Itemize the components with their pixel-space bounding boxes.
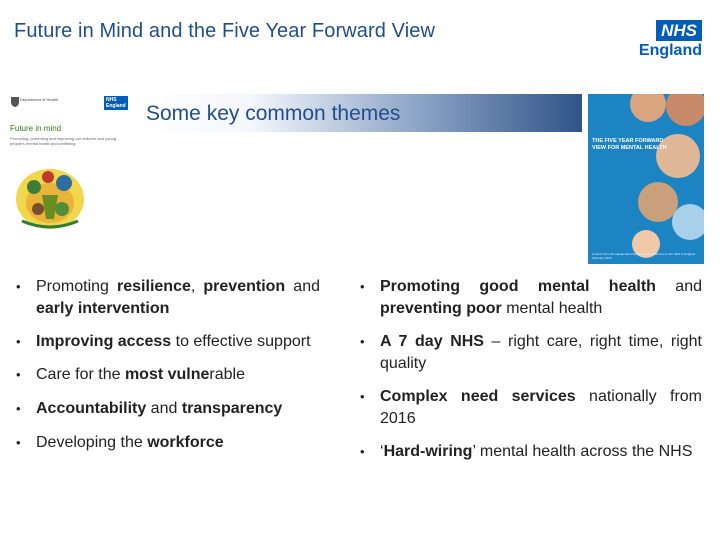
theme-emphasis: preventing poor bbox=[380, 300, 502, 317]
theme-text: Developing the bbox=[36, 434, 148, 451]
theme-item bbox=[358, 276, 702, 320]
theme-emphasis: resilience bbox=[117, 278, 191, 295]
cover-right-footer: A report from the independent Mental Health Taskforce to the NHS in England February 2016 bbox=[592, 252, 696, 260]
cover-subtitle: Promoting, protecting and improving our children and young people's mental health and wellbeing bbox=[10, 136, 117, 146]
theme-text: and bbox=[285, 278, 320, 295]
crest-icon bbox=[10, 96, 20, 108]
future-in-mind-cover bbox=[8, 96, 126, 232]
theme-text: Care for the bbox=[36, 366, 125, 383]
theme-item bbox=[14, 276, 320, 320]
theme-text: and bbox=[655, 278, 702, 295]
theme-item bbox=[14, 432, 320, 454]
theme-text: , bbox=[190, 278, 204, 295]
future-in-mind-themes bbox=[14, 276, 320, 454]
theme-text: and bbox=[146, 400, 182, 417]
cover-department: Department of Health bbox=[20, 97, 59, 102]
theme-emphasis: Improving access bbox=[36, 333, 172, 350]
theme-text: nationally from 2016 bbox=[380, 388, 702, 427]
theme-emphasis: prevention bbox=[203, 278, 286, 295]
theme-emphasis: early intervention bbox=[36, 300, 170, 317]
theme-item bbox=[14, 331, 320, 353]
theme-text: ‘ bbox=[380, 443, 384, 460]
theme-emphasis: Hard-wiring bbox=[383, 443, 473, 460]
children-drawing-illustration bbox=[12, 159, 88, 231]
theme-item bbox=[358, 386, 702, 430]
themes-banner bbox=[140, 94, 582, 132]
nhs-logo-mark: NHS bbox=[656, 20, 702, 41]
theme-emphasis: Accountability bbox=[36, 400, 147, 417]
theme-item bbox=[358, 441, 702, 463]
theme-emphasis: Complex need services bbox=[380, 388, 576, 405]
banner-heading: Some key common themes bbox=[146, 102, 401, 125]
nhs-england-logo bbox=[630, 20, 702, 60]
theme-item bbox=[358, 331, 702, 375]
forward-view-themes bbox=[358, 276, 702, 474]
cover-title: Future in mind bbox=[10, 124, 62, 133]
theme-text: Promoting bbox=[36, 278, 118, 295]
theme-text: rable bbox=[209, 366, 245, 383]
slide-title: Future in Mind and the Five Year Forward View bbox=[14, 20, 436, 42]
cover-nhs-badge: NHS England bbox=[106, 97, 126, 109]
nhs-logo-region: England bbox=[638, 42, 702, 59]
theme-item bbox=[14, 398, 320, 420]
theme-emphasis: most vulne bbox=[124, 366, 210, 383]
theme-emphasis: workforce bbox=[147, 434, 224, 451]
five-year-forward-view-cover bbox=[588, 94, 704, 264]
theme-text: mental health bbox=[501, 300, 603, 317]
theme-emphasis: transparency bbox=[181, 400, 283, 417]
theme-emphasis: A 7 day NHS bbox=[380, 333, 484, 350]
theme-text: – right care, right time, right quality bbox=[380, 333, 702, 372]
theme-item bbox=[14, 364, 320, 386]
theme-emphasis: Promoting good mental health bbox=[380, 278, 656, 295]
theme-text: to effective support bbox=[171, 333, 311, 350]
cover-photo-collage bbox=[628, 94, 704, 264]
theme-text: ’ mental health across the NHS bbox=[472, 443, 693, 460]
cover-right-title: THE FIVE YEAR FORWARD VIEW FOR MENTAL HEALTH bbox=[592, 138, 667, 151]
